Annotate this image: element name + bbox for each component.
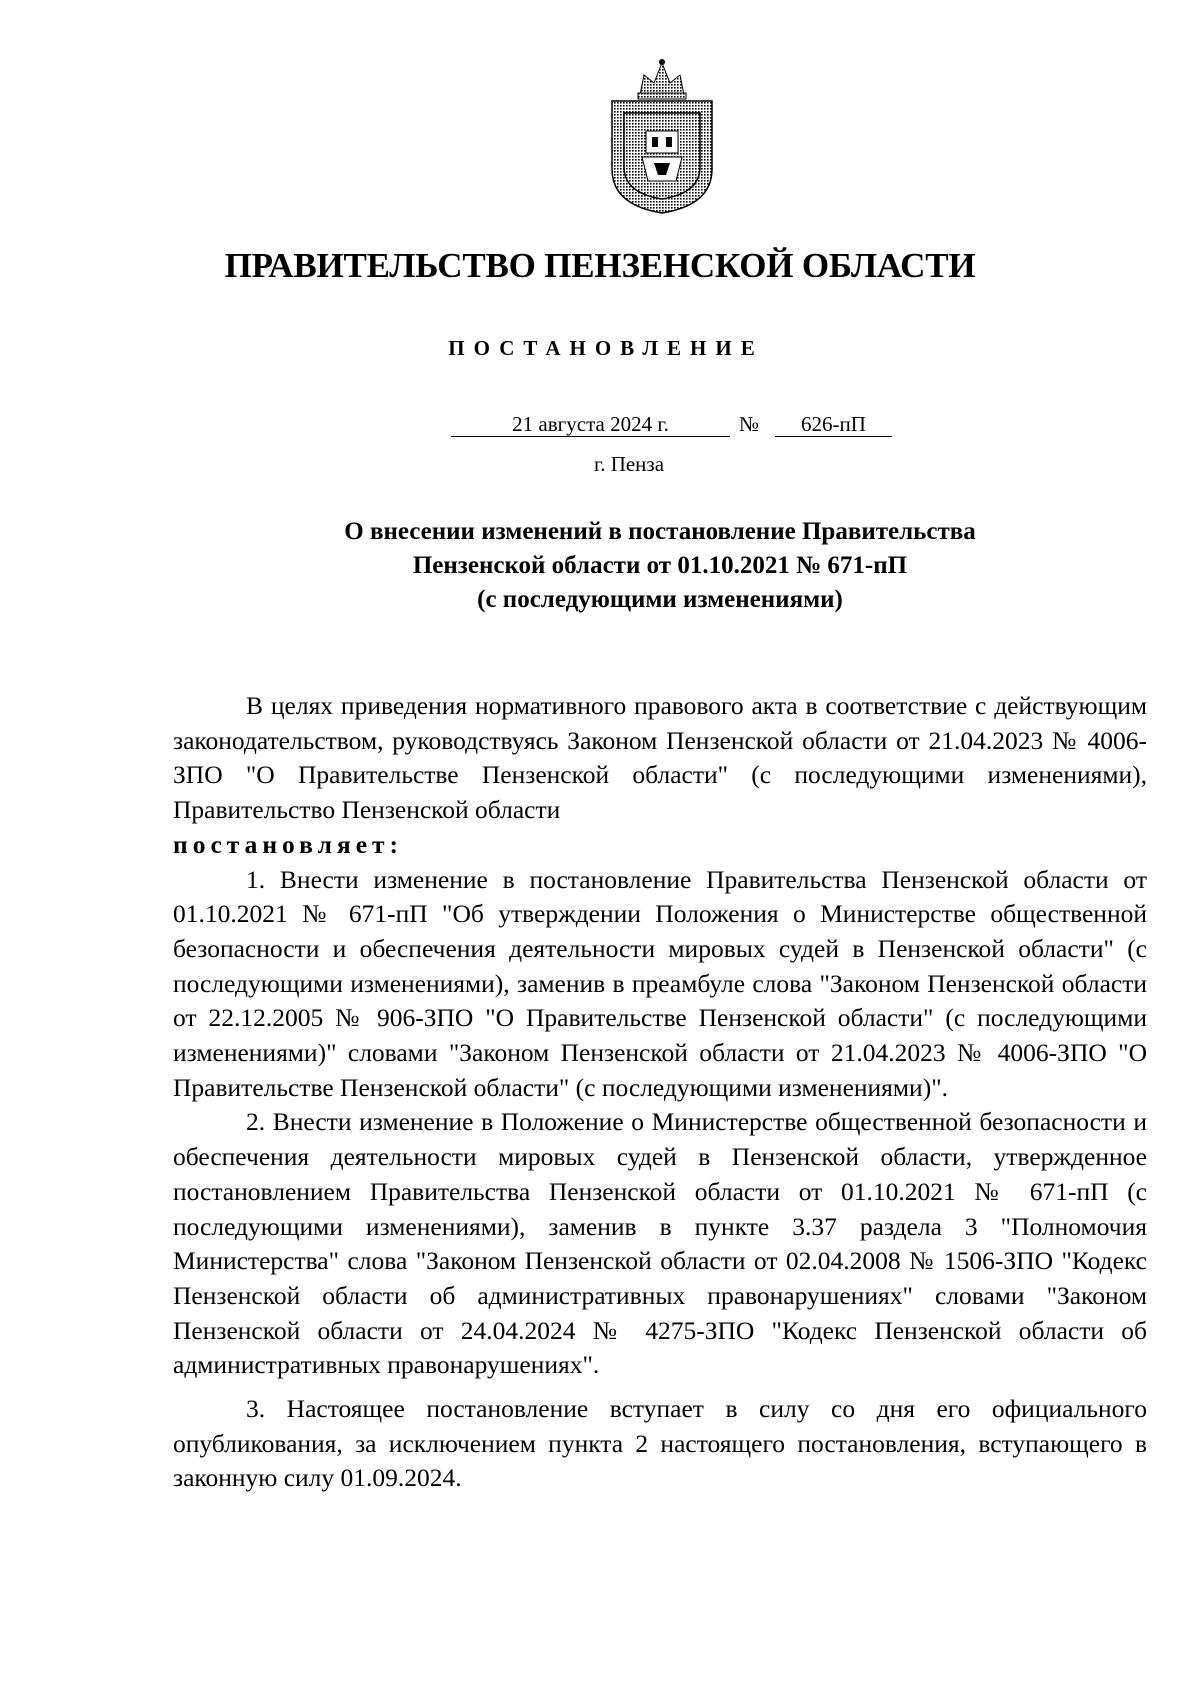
document-subject — [240, 515, 1080, 617]
document-city: г. Пенза — [593, 452, 665, 476]
document-date: 21 августа 2024 г. — [451, 412, 730, 437]
item-2-paragraph: 2. Внести изменение в Положение о Министерстве общественной безопасности и обеспечения деятельности мировых судей в Пензенской области, утвержденное постановлением Правительства Пензенской области от 01.10.2021 № 671-пП (с последующими изменениями), заменив в пункте 3.37 раздела 3 "Полномочия Министерства" слова "Законом Пензенской области от 02.04.2008 № 1506-ЗПО "Кодекс Пензенской области об административных правонарушениях" словами "Законом Пензенской области от 24.04.2024 № 4275-ЗПО "Кодекс Пензенской области об административных правонарушениях". — [173, 1107, 1147, 1380]
document-body — [173, 689, 1147, 1496]
document-number: 626-пП — [775, 412, 892, 437]
item-3-paragraph: 3. Настоящее постановление вступает в силу со дня его официального опубликования, за исключением пункта 2 настоящего постановления, вступающего в законную силу 01.09.2024. — [173, 1394, 1147, 1493]
preamble-paragraph: В целях приведения нормативного правового акта в соответствие с действующим законодательством, руководствуясь Законом Пензенской области от 21.04.2023 № 4006-ЗПО "О Правительстве Пензенской области" (с последующими изменениями), Правительство Пензенской области — [173, 691, 1147, 825]
resolves-word: постановляет: — [173, 829, 404, 859]
government-name: ПРАВИТЕЛЬСТВО ПЕНЗЕНСКОЙ ОБЛАСТИ — [224, 246, 976, 285]
number-sign: № — [739, 412, 760, 436]
subject-line-3: (с последующими изменениями) — [477, 586, 843, 613]
coat-of-arms-emblem — [602, 57, 722, 215]
subject-line-2: Пензенской области от 01.10.2021 № 671-пП — [412, 552, 908, 579]
item-1-paragraph: 1. Внести изменение в постановление Правительства Пензенской области от 01.10.2021 № 671-пП "Об утверждении Положения о Министерстве общественной безопасности и обеспечения деятельности мировых судей в Пензенской области" (с последующими изменениями), заменив в преамбуле слова "Законом Пензенской области от 22.12.2005 № 906-ЗПО "О Правительстве Пензенской области" (с последующими изменениями)" словами "Законом Пензенской области от 21.04.2023 № 4006-ЗПО "О Правительстве Пензенской области" (с последующими изменениями)". — [173, 864, 1147, 1102]
subject-line-1: О внесении изменений в постановление Правительства — [344, 518, 976, 545]
document-type: ПОСТАНОВЛЕНИЕ — [448, 336, 764, 360]
